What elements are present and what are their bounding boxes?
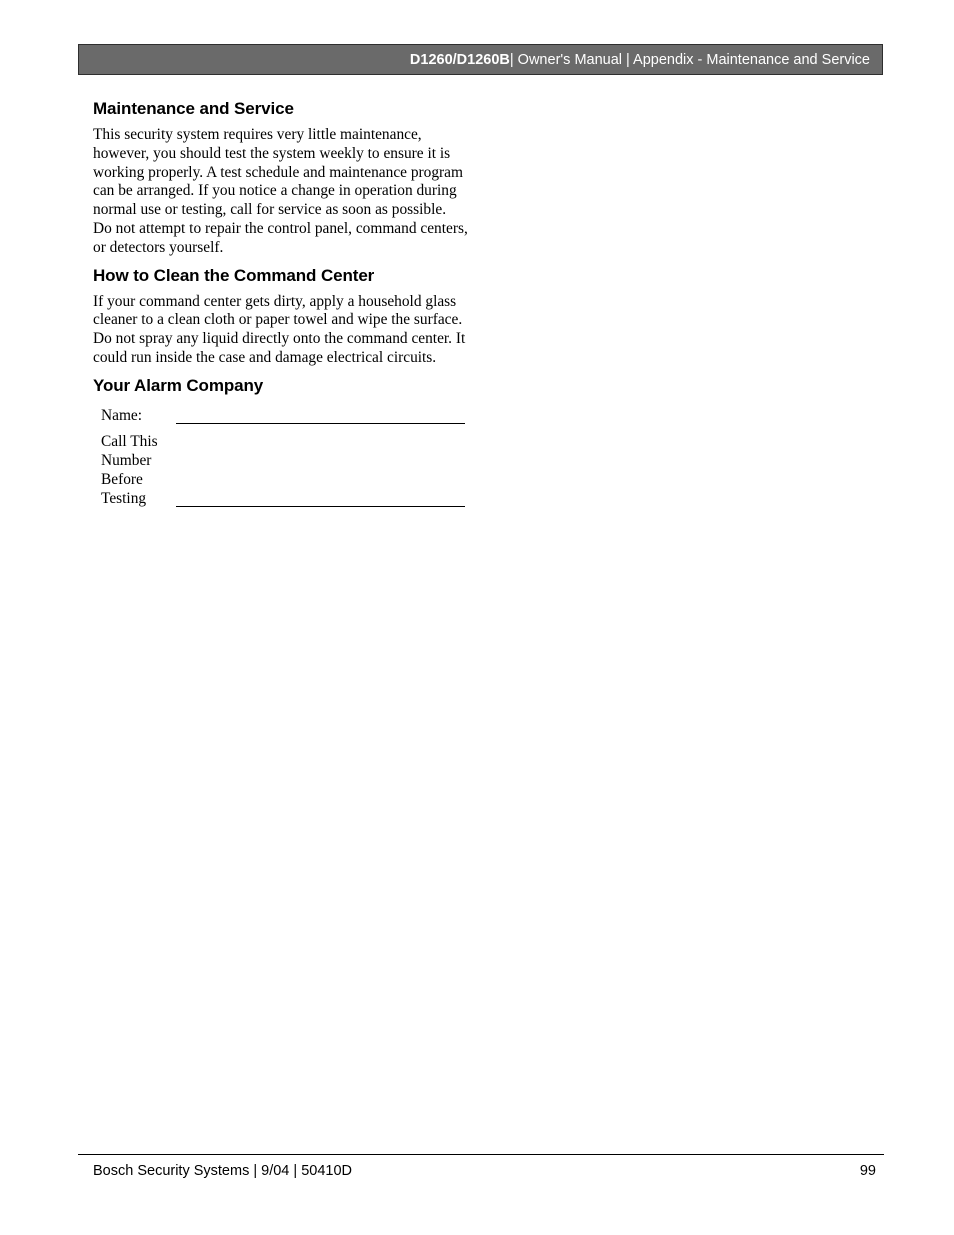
footer-text: Bosch Security Systems | 9/04 | 50410D — [93, 1163, 352, 1179]
header-model: D1260/D1260B — [409, 51, 510, 68]
footer-divider — [78, 1154, 884, 1155]
call-label-line-4: Testing — [101, 489, 147, 507]
running-header — [78, 44, 883, 75]
paragraph-clean: If your command center gets dirty, apply a household glass cleaner to a clean cloth or paper towel and wipe the surface. Do not spray any liquid directly onto the command center. It could run inside the case and damage electrical circuits. — [93, 292, 466, 366]
main-content — [93, 98, 468, 528]
call-label-line-2: Number — [101, 451, 152, 469]
heading-alarm-company: Your Alarm Company — [93, 375, 264, 395]
name-label: Name: — [101, 406, 143, 424]
header-title: | Owner's Manual | Appendix - Maintenance and Service — [509, 51, 870, 68]
page-number: 99 — [859, 1163, 876, 1179]
heading-maintenance: Maintenance and Service — [93, 99, 294, 118]
call-number-field-line[interactable] — [176, 506, 465, 507]
paragraph-maintenance: This security system requires very little maintenance, however, you should test the system weekly to ensure it is working properly. A test schedule and maintenance program can be arranged. If you notice a change in operation during normal use or testing, call for service as soon as possible. Do not attempt to repair the control panel, command centers, or detectors yourself. — [93, 126, 468, 256]
call-label-line-3: Before — [101, 470, 143, 488]
call-label-line-1: Call This — [101, 432, 158, 450]
heading-clean: How to Clean the Command Center — [93, 265, 375, 285]
alarm-company-form — [93, 403, 468, 528]
name-field-line[interactable] — [176, 423, 465, 424]
